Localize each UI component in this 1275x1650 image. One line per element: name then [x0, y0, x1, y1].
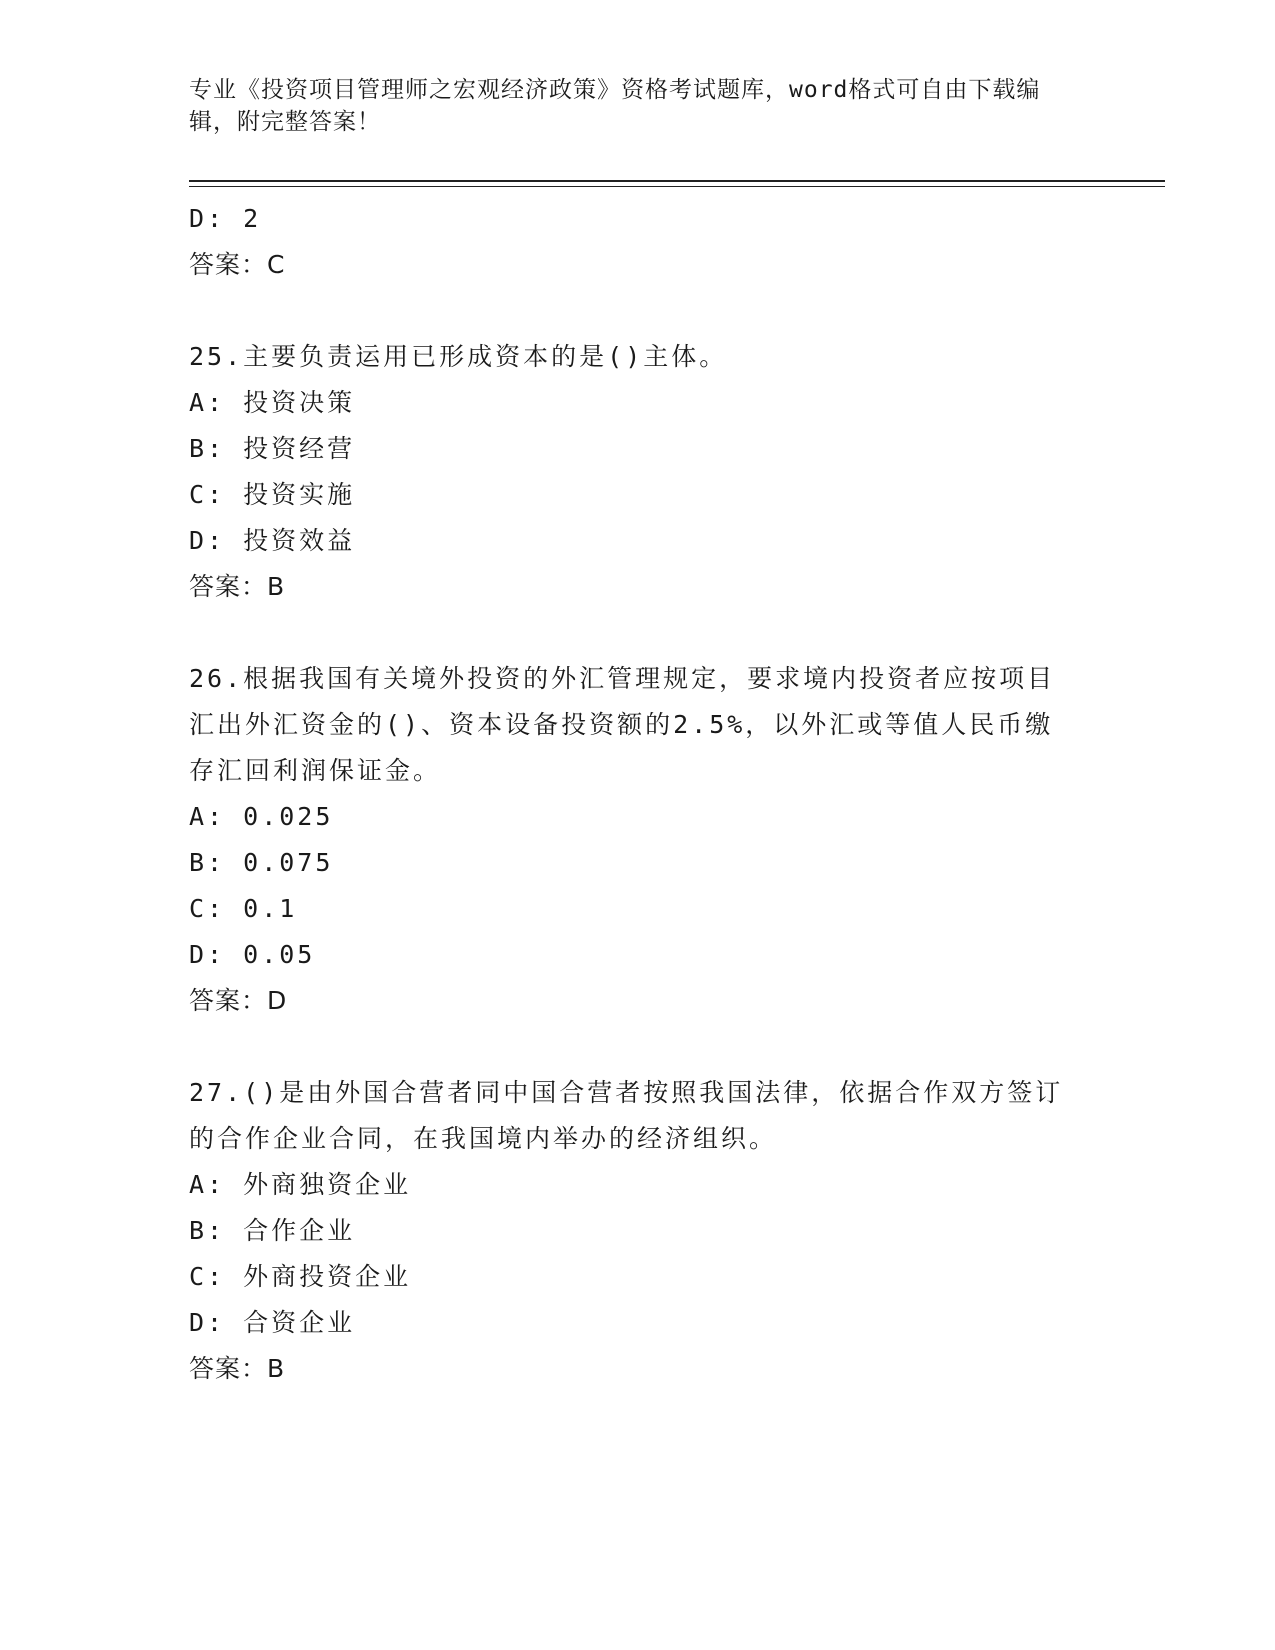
- q27-option-b: B: 合作企业: [189, 1216, 356, 1245]
- q26-stem-line-3: 存汇回利润保证金。: [189, 756, 442, 785]
- q24-answer: 答案：C: [189, 250, 286, 279]
- q26-stem-line-1: 26.根据我国有关境外投资的外汇管理规定，要求境内投资者应按项目: [189, 664, 1056, 693]
- q27-answer: 答案：B: [189, 1354, 286, 1383]
- header-line-1: 专业《投资项目管理师之宏观经济政策》资格考试题库，word格式可自由下载编: [189, 77, 1041, 103]
- spacer: [189, 610, 1089, 656]
- header-divider-thick: [189, 180, 1165, 182]
- q26-answer: 答案：D: [189, 986, 288, 1015]
- q25-stem: 25.主要负责运用已形成资本的是()主体。: [189, 342, 728, 371]
- question-content: [189, 196, 1089, 1392]
- q25-option-a: A: 投资决策: [189, 388, 356, 417]
- q27-stem-line-1: 27.()是由外国合营者同中国合营者按照我国法律，依据合作双方签订: [189, 1078, 1064, 1107]
- q27-option-a: A: 外商独资企业: [189, 1170, 412, 1199]
- q27-stem-line-2: 的合作企业合同，在我国境内举办的经济组织。: [189, 1124, 778, 1153]
- q26-option-b: B: 0.075: [189, 848, 334, 877]
- q25-option-c: C: 投资实施: [189, 480, 356, 509]
- q26-stem-line-2: 汇出外汇资金的()、资本设备投资额的2.5%，以外汇或等值人民币缴: [189, 710, 1054, 739]
- q25-answer: 答案：B: [189, 572, 286, 601]
- q27-option-c: C: 外商投资企业: [189, 1262, 412, 1291]
- q26-option-d: D: 0.05: [189, 940, 316, 969]
- header-line-2: 辑，附完整答案！: [189, 109, 381, 135]
- q26-option-a: A: 0.025: [189, 802, 334, 831]
- q25-option-d: D: 投资效益: [189, 526, 356, 555]
- header-divider-thin: [189, 186, 1165, 187]
- q26-option-c: C: 0.1: [189, 894, 298, 923]
- q27-option-d: D: 合资企业: [189, 1308, 356, 1337]
- q25-option-b: B: 投资经营: [189, 434, 356, 463]
- spacer: [189, 288, 1089, 334]
- document-header: [189, 74, 1089, 138]
- q24-option-d: D: 2: [189, 204, 262, 233]
- spacer: [189, 1024, 1089, 1070]
